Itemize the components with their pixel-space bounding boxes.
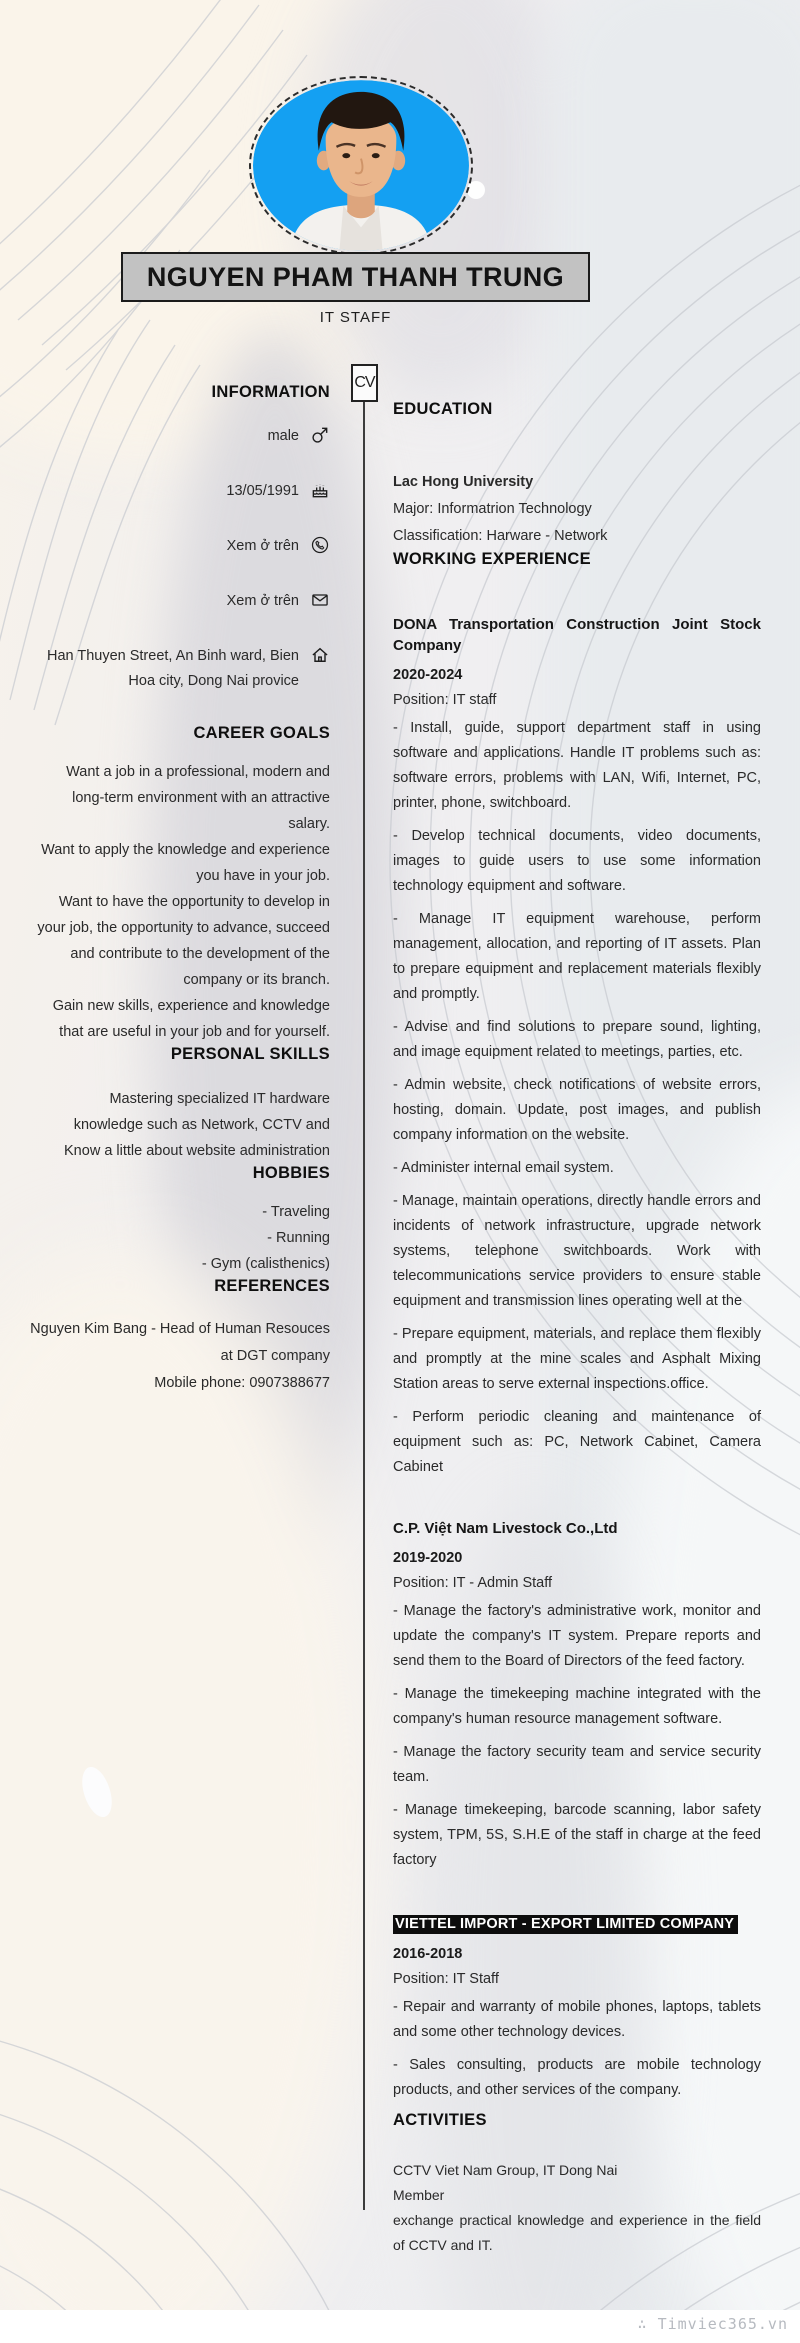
job-bullet: - Perform periodic cleaning and maintenance of equipment such as: PC, Network Cabinet, Camera Cabinet [393, 1409, 761, 1475]
hobbies-list [30, 1199, 330, 1277]
hobbies-heading: HOBBIES [252, 1164, 330, 1182]
hobby-item: - Gym (calisthenics) [201, 1256, 330, 1272]
personal-skills-line: Know a little about website administration [64, 1143, 330, 1159]
phone-icon [310, 535, 330, 555]
education-school: Lac Hong University [393, 474, 534, 490]
job-entry-dona [393, 614, 761, 1480]
information-heading: INFORMATION [211, 383, 330, 401]
highlighted-company-name: VIETTEL IMPORT - EXPORT LIMITED COMPANY [393, 1915, 738, 1934]
job-bullet: - Administer internal email system. [393, 1160, 614, 1176]
job-bullet: - Manage IT equipment warehouse, perform management, allocation, and reporting of IT assets. Plan to prepare equipment and replacement materials flexibly and promptly. [393, 911, 761, 1002]
education-major: Major: Informatrion Technology [393, 501, 592, 517]
job-company: C.P. Việt Nam Livestock Co.,Ltd [393, 1520, 618, 1537]
working-experience-heading: WORKING EXPERIENCE [393, 550, 591, 568]
education-heading: EDUCATION [393, 400, 493, 418]
info-row-birthday [30, 479, 330, 504]
profile-photo [249, 76, 473, 255]
job-period: 2016-2018 [393, 1946, 463, 1962]
info-row-address [30, 644, 330, 694]
references-heading: REFERENCES [214, 1277, 330, 1295]
education-entry [393, 469, 761, 550]
job-bullet: - Manage timekeeping, barcode scanning, labor safety system, TPM, 5S, S.H.E of the staff in charge at the feed factory [393, 1802, 761, 1868]
personal-skills-line: knowledge such as Network, CCTV and [73, 1117, 330, 1133]
career-goal-paragraph: Want to apply the knowledge and experience you have in your job. [41, 842, 330, 884]
site-watermark: ∴ Timviec365.vn [637, 2315, 788, 2333]
phone-value: Xem ở trên [226, 538, 299, 554]
job-company: DONA Transportation Construction Joint Stock Company [393, 616, 761, 654]
job-position: Position: IT Staff [393, 1971, 499, 1987]
references-text [30, 1316, 330, 1397]
info-row-email [30, 589, 330, 614]
job-bullet: - Prepare equipment, materials, and replace them flexibly and promptly at the mine scales and Asphalt Mixing Station areas to serve external inspections.office. [393, 1326, 761, 1392]
career-goals-text [30, 759, 330, 1045]
job-bullet: - Sales consulting, products are mobile technology products, and other services of the company. [393, 2057, 761, 2098]
career-goal-paragraph: Gain new skills, experience and knowledge that are useful in your job and for yourself. [52, 998, 330, 1040]
birthday-value: 13/05/1991 [226, 483, 299, 499]
job-period: 2020-2024 [393, 667, 463, 683]
home-icon [310, 645, 330, 665]
information-fields [30, 424, 330, 694]
job-entry-cp [393, 1518, 761, 1873]
education-classification: Classification: Harware - Network [393, 528, 608, 544]
address-value: Han Thuyen Street, An Binh ward, Bien Hoa city, Dong Nai provice [46, 648, 299, 689]
column-divider [363, 402, 365, 2210]
personal-skills-text [30, 1086, 330, 1164]
birthday-cake-icon [310, 480, 330, 500]
activity-role: Member [393, 2187, 445, 2203]
job-bullet: - Advise and find solutions to prepare sound, lighting, and image equipment related to meetings, parties, etc. [393, 1019, 761, 1060]
gender-value: male [267, 428, 299, 444]
job-entry-viettel [393, 1913, 761, 2103]
job-period: 2019-2020 [393, 1550, 463, 1566]
personal-skills-line: Mastering specialized IT hardware [109, 1091, 330, 1107]
reference-line: Mobile phone: 0907388677 [154, 1375, 330, 1391]
cv-badge: CV [351, 364, 378, 402]
envelope-icon [310, 590, 330, 610]
right-column [393, 400, 761, 2258]
male-icon [310, 425, 330, 445]
reference-line: at DGT company [220, 1348, 330, 1364]
info-row-gender [30, 424, 330, 449]
job-bullet: - Manage the factory security team and service security team. [393, 1744, 761, 1785]
activities-heading: ACTIVITIES [393, 2111, 487, 2129]
career-goals-heading: CAREER GOALS [193, 724, 330, 742]
activities-entry [393, 2158, 761, 2258]
job-bullet: - Manage, maintain operations, directly handle errors and incidents of network infrastructure, upgrade network systems, telephone switchboards. Work with telecommunications service providers to ensure stable equipment and transmission lines operating well at the [393, 1193, 761, 1309]
career-goal-paragraph: Want a job in a professional, modern and long-term environment with an attractive salary. [66, 764, 330, 832]
name-banner [121, 252, 590, 302]
email-value: Xem ở trên [226, 593, 299, 609]
job-bullet: - Manage the timekeeping machine integrated with the company's human resource management software. [393, 1686, 761, 1727]
career-goal-paragraph: Want to have the opportunity to develop in your job, the opportunity to advance, succeed and contribute to the development of the company or its branch. [37, 894, 330, 988]
candidate-title: IT STAFF [319, 309, 392, 326]
hobby-item: - Running [267, 1230, 330, 1246]
candidate-name: NGUYEN PHAM THANH TRUNG [146, 261, 565, 292]
job-position: Position: IT - Admin Staff [393, 1575, 553, 1591]
portrait-illustration [253, 80, 469, 251]
job-bullet: - Repair and warranty of mobile phones, laptops, tablets and some other technology devices. [393, 1999, 761, 2040]
activity-organization: CCTV Viet Nam Group, IT Dong Nai [393, 2162, 618, 2178]
personal-skills-heading: PERSONAL SKILLS [170, 1045, 330, 1063]
left-column [30, 383, 330, 1397]
job-bullet: - Manage the factory's administrative work, monitor and update the company's IT system. Prepare reports and send them to the Board of Directors of the feed factory. [393, 1603, 761, 1669]
job-position: Position: IT staff [393, 692, 497, 708]
activity-description: exchange practical knowledge and experience in the field of CCTV and IT. [393, 2212, 761, 2253]
job-bullet: - Admin website, check notifications of website errors, hosting, domain. Update, post images, and publish company information on the website. [393, 1077, 761, 1143]
job-bullet: - Install, guide, support department staff in using software and applications. Handle IT problems such as: software errors, problems with LAN, Wifi, Internet, PC, printer, phone, switchboard. [393, 720, 761, 811]
reference-line: Nguyen Kim Bang - Head of Human Resouces [30, 1321, 330, 1337]
info-row-phone [30, 534, 330, 559]
job-company-highlighted [393, 1913, 761, 1935]
job-bullet: - Develop technical documents, video documents, images to guide users to use some information technology equipment and software. [393, 828, 761, 894]
hobby-item: - Traveling [262, 1204, 330, 1220]
